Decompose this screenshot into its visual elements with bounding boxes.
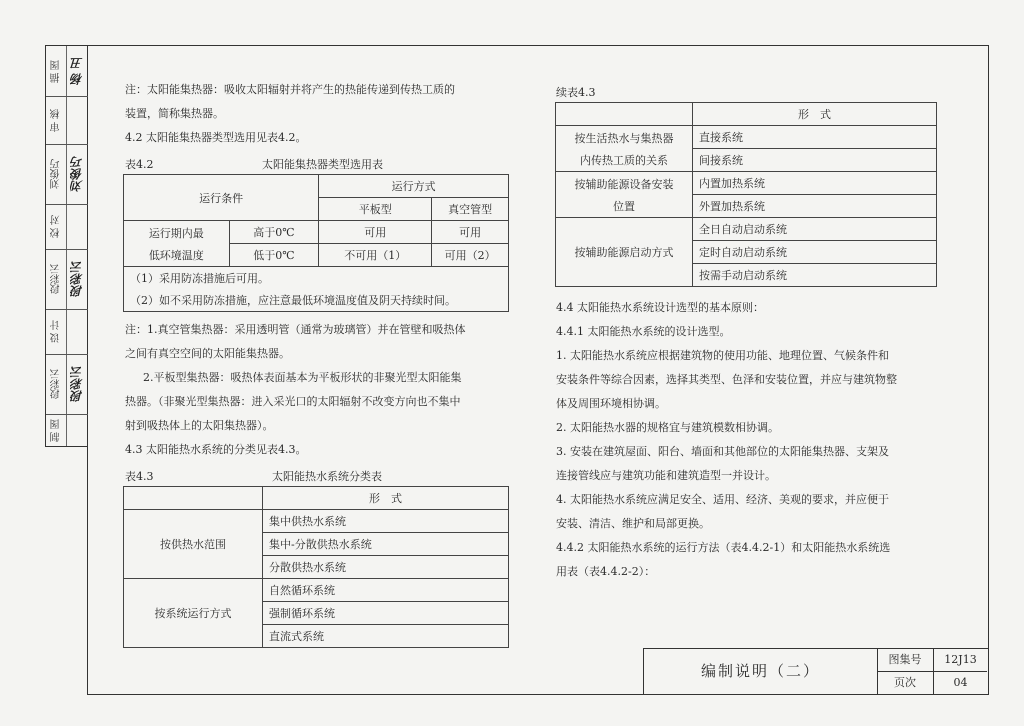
- sheet-title: 编制说明（二）: [644, 649, 878, 694]
- header-blank: [124, 487, 263, 510]
- note-collector-line2: 装置，简称集热器。: [125, 107, 224, 120]
- group-supply-range: 按供热水范围: [124, 510, 263, 579]
- group-line: 内传热工质的关系: [580, 153, 668, 167]
- title-block: [643, 648, 988, 694]
- table-4-3-number: 表4.3: [125, 470, 154, 483]
- note-vacuum-line2: 之间有真空空间的太阳能集热器。: [125, 347, 290, 360]
- group-medium-relation: [556, 126, 693, 172]
- form-item: 间接系统: [693, 149, 937, 172]
- signature: 段彩云: [70, 366, 84, 402]
- signoff-strip: [45, 45, 88, 447]
- collector-type-table: [123, 174, 509, 312]
- signoff-label: 刘俊巧: [51, 159, 62, 189]
- signature: 刘俊巧: [70, 156, 84, 192]
- form-item: 强制循环系统: [263, 602, 509, 625]
- cell-value: 不可用（1）: [319, 244, 432, 267]
- group-aux-position: [556, 172, 693, 218]
- form-item: 外置加热系统: [693, 195, 937, 218]
- cell-temp: 高于0℃: [229, 221, 319, 244]
- form-item: 集中-分散供热水系统: [263, 533, 509, 556]
- signoff-label: 设 计: [51, 319, 62, 344]
- row-label-line: 运行期内最: [148, 226, 204, 240]
- group-line: 按生活热水与集热器: [574, 131, 674, 145]
- group-operation-mode: 按系统运行方式: [124, 579, 263, 648]
- header-operating-condition: 运行条件: [124, 175, 319, 221]
- note-collector-line1: 注：太阳能集热器：吸收太阳辐射并将产生的热能传递到传热工质的: [125, 83, 455, 96]
- form-item: 自然循环系统: [263, 579, 509, 602]
- signature: 杨 丑: [70, 56, 84, 86]
- principle-3-line2: 连接管线应与建筑功能和建筑造型一并设计。: [556, 469, 776, 482]
- table-4-3-title: 太阳能热水系统分类表: [272, 470, 382, 483]
- continued-table-title: 续表4.3: [556, 86, 596, 99]
- atlas-number-value: 12J13: [934, 649, 987, 672]
- signoff-label: 段彩云: [51, 264, 62, 294]
- cell-value: 可用: [319, 221, 432, 244]
- signoff-cell: [46, 309, 88, 355]
- signoff-cell: [46, 204, 88, 250]
- section-4-4-2-line1: 4.4.2 太阳能热水系统的运行方法（表4.4.2-1）和太阳能热水系统选: [556, 541, 891, 554]
- form-item: 按需手动启动系统: [693, 264, 937, 287]
- signoff-cell: [46, 249, 88, 310]
- section-4-4-2-line2: 用表（表4.4.2-2）：: [556, 565, 656, 578]
- section-4-4: 4.4 太阳能热水系统设计选型的基本原则：: [556, 301, 764, 314]
- header-vacuum-tube: 真空管型: [432, 198, 509, 221]
- signoff-label: 制 图: [51, 418, 62, 442]
- principle-1-line3: 体及周围环境相协调。: [556, 397, 666, 410]
- section-4-2: 4.2 太阳能集热器类型选用见表4.2。: [125, 131, 307, 144]
- principle-3-line1: 3. 安装在建筑屋面、阳台、墙面和其他部位的太阳能集热器、支架及: [556, 445, 889, 458]
- group-aux-start: 按辅助能源启动方式: [556, 218, 693, 287]
- header-form: 形 式: [693, 103, 937, 126]
- form-item: 定时自动启动系统: [693, 241, 937, 264]
- group-line: 按辅助能源设备安装: [574, 177, 674, 191]
- table-4-2-title: 太阳能集热器类型选用表: [262, 158, 383, 171]
- note-flat-line2: 热器。（非聚光型集热器：进入采光口的太阳辐射不改变方向也不集中: [125, 395, 461, 408]
- form-item: 内置加热系统: [693, 172, 937, 195]
- signoff-cell: [46, 144, 88, 205]
- form-item: 全日自动启动系统: [693, 218, 937, 241]
- section-4-3: 4.3 太阳能热水系统的分类见表4.3。: [125, 443, 307, 456]
- signature: 段彩云: [70, 261, 84, 297]
- signoff-cell: [46, 414, 88, 446]
- form-item: 分散供热水系统: [263, 556, 509, 579]
- group-line: 位置: [613, 199, 635, 213]
- table-4-2-number: 表4.2: [125, 158, 154, 171]
- signoff-cell: [46, 354, 88, 415]
- principle-4-line2: 安装、清洁、维护和局部更换。: [556, 517, 710, 530]
- table-footnote: （1）采用防冻措施后可用。: [124, 267, 509, 290]
- signoff-label: 审 核: [51, 108, 62, 132]
- header-flat-plate: 平板型: [319, 198, 432, 221]
- principle-1-line1: 1. 太阳能热水系统应根据建筑物的使用功能、地理位置、气候条件和: [556, 349, 889, 362]
- section-4-4-1: 4.4.1 太阳能热水系统的设计选型。: [556, 325, 731, 338]
- header-operating-mode: 运行方式: [319, 175, 509, 198]
- note-vacuum-line1: 注：1.真空管集热器：采用透明管（通常为玻璃管）并在管壁和吸热体: [125, 323, 466, 336]
- page-number-label: 页次: [877, 672, 934, 694]
- page-number-value: 04: [953, 676, 968, 689]
- signoff-label: 段彩云: [51, 369, 62, 399]
- table-footnote: （2）如不采用防冻措施，应注意最低环境温度值及阴天持续时间。: [124, 289, 509, 312]
- signoff-cell: [46, 96, 88, 145]
- cell-temp: 低于0℃: [229, 244, 319, 267]
- form-item: 集中供热水系统: [263, 510, 509, 533]
- note-flat-line1: 2.平板型集热器：吸热体表面基本为平板形状的非聚光型太阳能集: [143, 371, 462, 384]
- system-classification-table: [123, 486, 509, 648]
- row-label-min-temp: [124, 221, 230, 267]
- form-item: 直接系统: [693, 126, 937, 149]
- row-label-line: 低环境温度: [148, 248, 204, 262]
- cell-value: 可用（2）: [432, 244, 509, 267]
- principle-1-line2: 安装条件等综合因素，选择其类型、色泽和安装位置，并应与建筑物整: [556, 373, 897, 386]
- header-blank: [556, 103, 693, 126]
- header-form: 形 式: [263, 487, 509, 510]
- signoff-cell: [46, 46, 88, 97]
- atlas-number-label: 图集号: [877, 649, 934, 672]
- signoff-label: 描 图: [51, 59, 62, 83]
- note-flat-line3: 射到吸热体上的太阳集热器）。: [125, 419, 274, 432]
- principle-2: 2. 太阳能热水器的规格宜与建筑模数相协调。: [556, 421, 779, 434]
- signoff-label: 校 对: [51, 214, 62, 239]
- principle-4-line1: 4. 太阳能热水系统应满足安全、适用、经济、美观的要求，并应便于: [556, 493, 889, 506]
- continued-classification-table: [555, 102, 937, 287]
- cell-value: 可用: [432, 221, 509, 244]
- form-item: 直流式系统: [263, 625, 509, 648]
